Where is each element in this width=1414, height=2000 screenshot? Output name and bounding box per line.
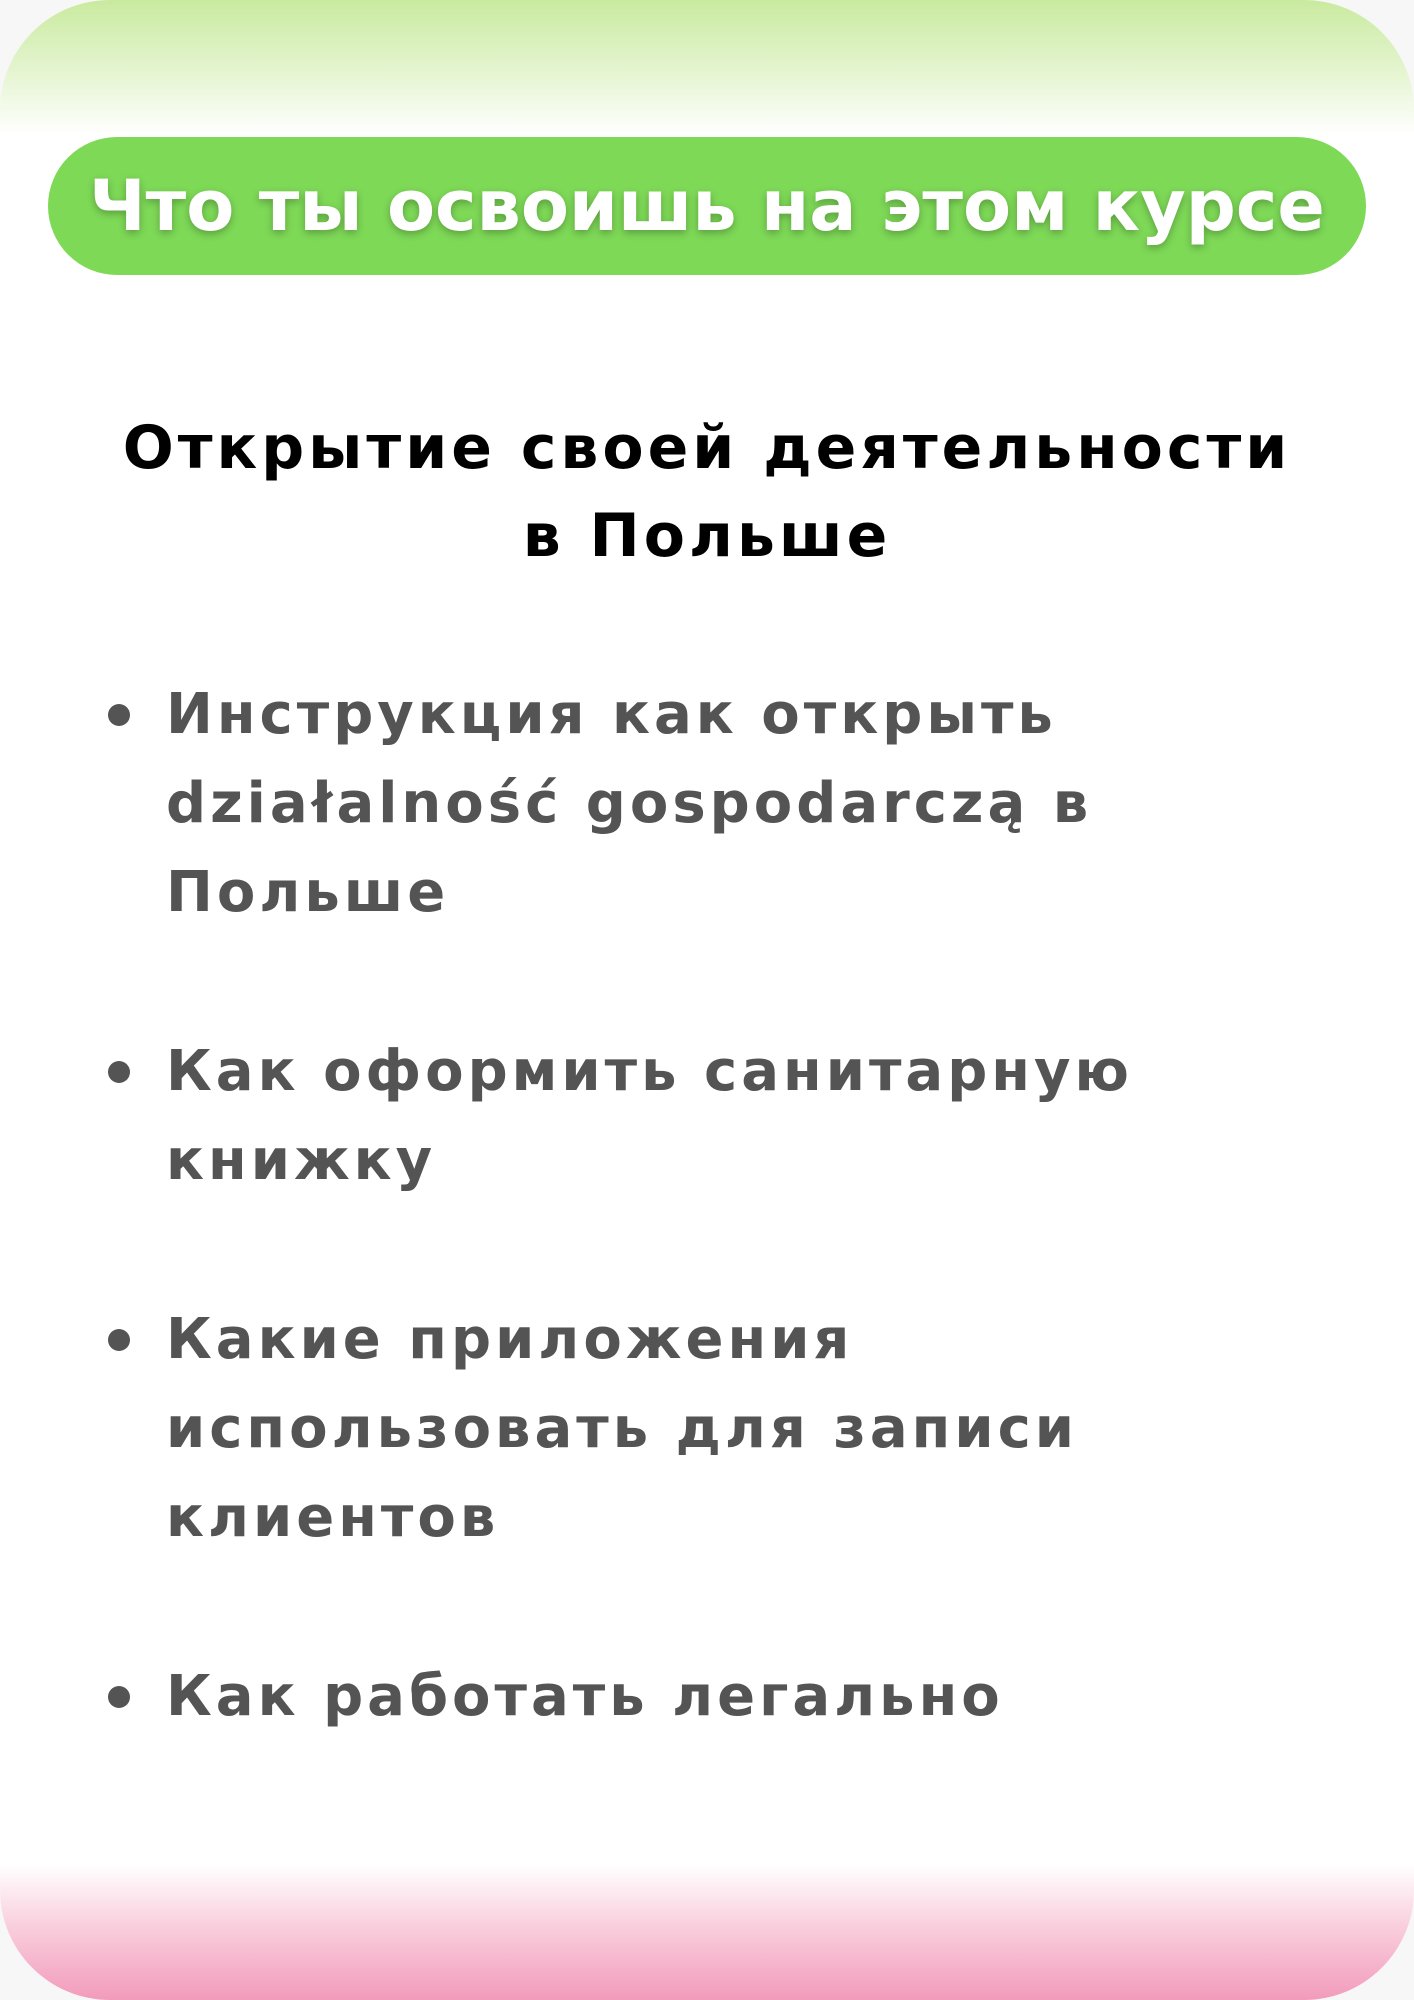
subtitle-line-1: Открытие своей деятельности: [122, 413, 1292, 483]
bullet-dot-icon: [108, 704, 130, 726]
bullet-dot-icon: [108, 1329, 130, 1351]
subtitle-line-2: в Польше: [522, 501, 892, 571]
bottom-gradient-band: [0, 1865, 1414, 2000]
header-title: Что ты освоишь на этом курсе: [89, 165, 1325, 247]
header-banner: [48, 137, 1366, 275]
bullet-dot-icon: [108, 1061, 130, 1083]
list-item-text: Как оформить санитарную книжку: [166, 1039, 1133, 1193]
list-item-text: Инструкция как открыть działalność gospodarczą в Польше: [166, 682, 1093, 925]
list-item-text: Как работать легально: [166, 1664, 1004, 1729]
bullet-dot-icon: [108, 1686, 130, 1708]
top-gradient-band: [0, 0, 1414, 135]
list-item-text: Какие приложения использовать для записи клиентов: [166, 1307, 1079, 1550]
section-subtitle: [80, 404, 1334, 580]
